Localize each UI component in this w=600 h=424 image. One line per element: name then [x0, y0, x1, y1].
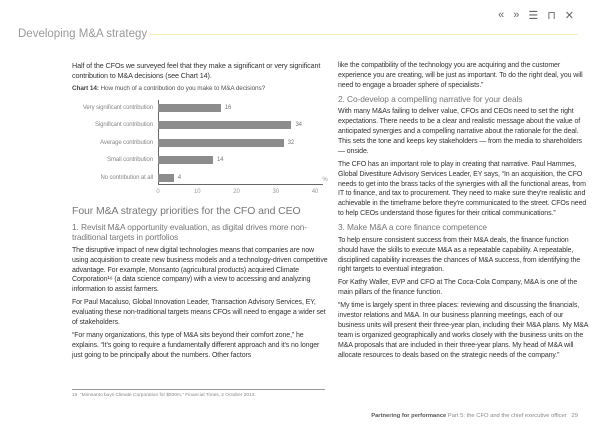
page-footer: [371, 413, 578, 419]
category-label: Very significant contribution: [82, 104, 153, 111]
footnote-rule: [72, 389, 325, 390]
paragraph: For Paul Macaluso, Global Innovation Leader, Transaction Advisory Services, EY, evaluating these non-traditional targets means CFOs will need to engage a wider set of stakeholders.: [72, 299, 326, 327]
x-tick-label: 10: [194, 188, 201, 195]
category-label: Significant contribution: [95, 122, 153, 129]
paragraph: like the compatibility of the technology you are acquiring and the customer experience you are creating, will be just as important. To do the right deal, you will need to engage a broader sphere of specialists.”: [338, 62, 583, 89]
print-icon[interactable]: ⊓: [547, 10, 556, 22]
next-page-icon[interactable]: »: [513, 9, 520, 21]
section-heading: Four M&A strategy priorities for the CFO and CEO: [72, 204, 301, 217]
section-title: Developing M&A strategy: [18, 28, 148, 40]
paragraph: For Kathy Waller, EVP and CFO at The Coca-Cola Company, M&A is one of the main pillars of the finance function.: [338, 279, 578, 297]
section-name: Part 5: the CFO and the chief executive officer: [447, 413, 567, 419]
bar-chart: [18, 97, 330, 201]
bar-value-label: 14: [216, 157, 224, 164]
paragraph: “For many organizations, this type of M&A sits beyond their comfort zone,” he explains. “It's going to require a fundamentally different approach and it's no longer just going to be principally about the numbers. Other factors: [72, 331, 320, 359]
x-axis: [158, 184, 323, 185]
paragraph: The CFO has an important role to play in creating that narrative. Paul Hammes, Global Divestiture Advisory Services Leader, EY says, “In an acquisition, the CFO needs to get into the brass tacks of the synergies with all the functional areas, from IT to finance, and tax to procurement. They need to make sure they're realistic and achievable in the timeframe before they're communicated to the street. CFOs need to help CEOs understand those figures for their critical communications.”: [338, 160, 587, 218]
category-label: Small contribution: [107, 157, 153, 164]
left-column: [72, 61, 330, 364]
bar: [158, 139, 284, 147]
bar: [158, 156, 213, 164]
chart-caption: [72, 84, 330, 94]
paragraph: To help ensure consistent success from their M&A deals, the finance function should have the skills to execute M&A as a repeatable capability. A repeatable, disciplined capability increases the chances of M&A success, from identifying the right targets to eventual integration.: [338, 236, 581, 274]
chart-number: Chart 14:: [72, 84, 99, 92]
contents-icon[interactable]: ☰: [528, 10, 539, 22]
previous-page-icon[interactable]: «: [498, 9, 505, 21]
subheading-3: 3. Make M&A a core finance competence: [338, 222, 487, 233]
footnote: 16. “Monsanto buys Climate Corporation for $930m,” Financial Times, 2 October 2013.: [72, 393, 256, 398]
x-tick-label: 40: [311, 188, 319, 195]
right-column: [338, 61, 588, 364]
paragraph: The disruptive impact of new digital technologies means that companies are now using acquisition to create new business models and a technology-driven competitive advantage. For example, Monsanto (agricultural products) acquired Climate Corporation¹⁶ (a data science company) with a view to accessing and analyzing information to assist farmers.: [72, 246, 328, 294]
subheading-2: 2. Co-develop a compelling narrative for your deals: [338, 93, 523, 104]
page-number: 29: [571, 413, 578, 419]
header-rule: [150, 34, 578, 35]
x-axis-unit: %: [322, 176, 328, 183]
subheading-1: 1. Revisit M&A opportunity evaluation, as digital drives more non-traditional targets in portfolios: [72, 221, 307, 243]
chart-title: How much of a contribution do you make to M&A decisions?: [100, 84, 266, 92]
category-label: No contribution at all: [100, 174, 153, 181]
bar: [158, 174, 174, 182]
intro-paragraph: Half of the CFOs we surveyed feel that they make a significant or very significant contribution to M&A decisions (see Chart 14).: [72, 61, 321, 80]
x-tick-label: 0: [156, 188, 160, 195]
bar: [158, 121, 291, 129]
bar: [158, 104, 221, 112]
publication-title: Partnering for performance: [371, 413, 447, 419]
category-label: Average contribution: [100, 139, 153, 146]
bar-value-label: 16: [224, 104, 232, 111]
nav-toolbar: [498, 9, 574, 22]
section-header: [18, 28, 578, 40]
paragraph: With many M&As failing to deliver value, CFOs and CEOs need to set the right expectations. There needs to be a clear and realistic message about the value of anticipated synergies and a compelling narrative about the rationale for the deal. This sets the tone and keeps key stakeholders — from the media to shareholders — onside.: [338, 108, 582, 155]
x-tick-label: 30: [272, 188, 279, 195]
bar-value-label: 34: [295, 122, 302, 129]
bar-value-label: 4: [177, 174, 181, 181]
paragraph: “My time is largely spent in three places: reviewing and discussing the financials, investor relations and M&A. In our business planning meetings, each of our business units will present their three-year plan, including their M&A plans. My M&A team is organized geographically and works closely with the business units on the M&A proposals that are included in their three-year plans. My head of M&A will allocate resources to deals based on the strategic needs of the company.”: [338, 302, 588, 359]
x-tick-label: 20: [233, 188, 240, 195]
close-icon[interactable]: ✕: [564, 10, 574, 22]
bar-value-label: 32: [287, 139, 295, 146]
